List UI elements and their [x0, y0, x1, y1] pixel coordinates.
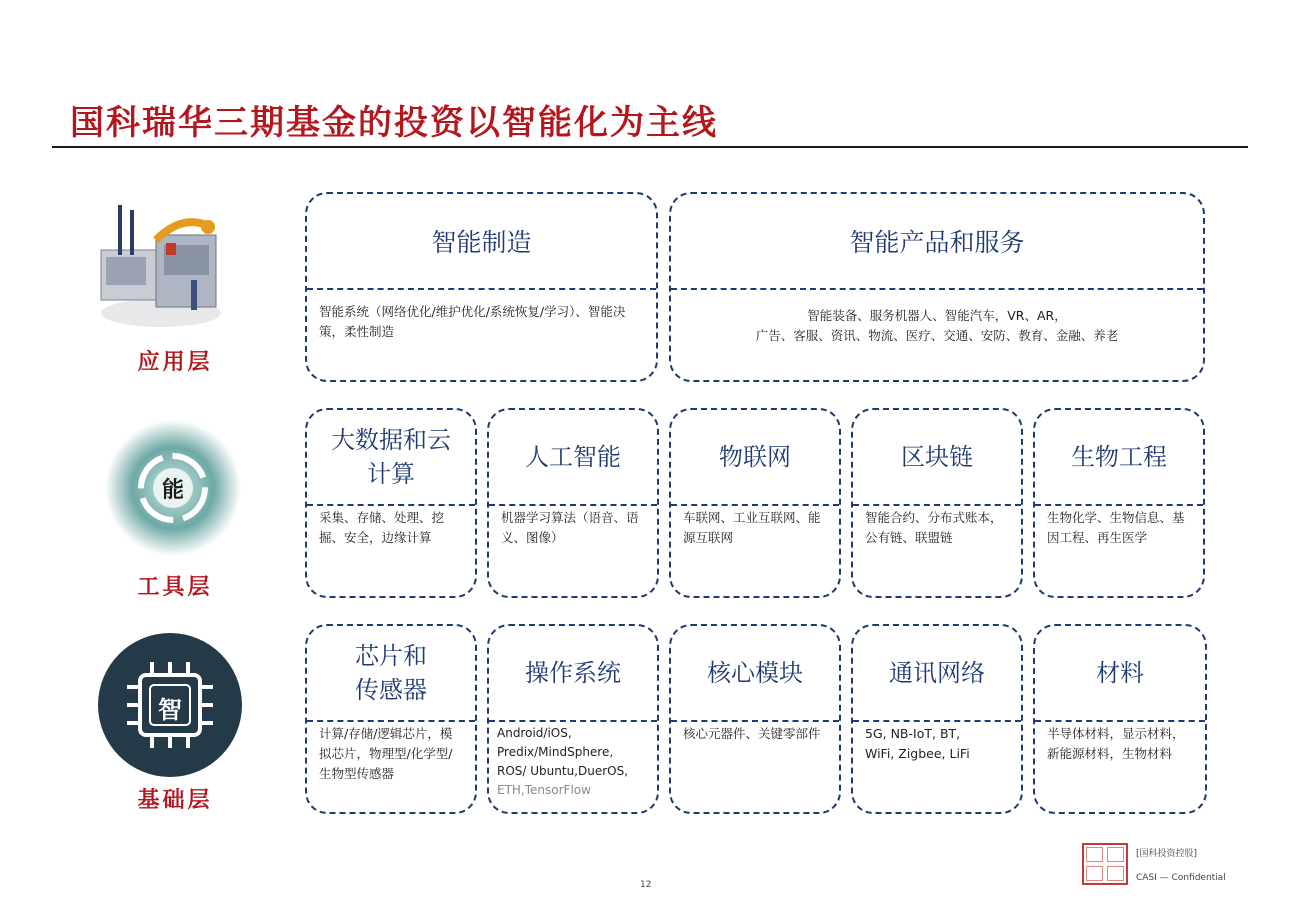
card-head: 通讯网络 — [853, 626, 1021, 722]
company-seal-icon — [1082, 843, 1128, 885]
card-head: 智能产品和服务 — [671, 194, 1203, 290]
card-body-line: WiFi, Zigbee, LiFi — [865, 746, 970, 761]
card-head: 材料 — [1035, 626, 1205, 722]
card-head: 核心模块 — [671, 626, 839, 722]
card-body: 智能合约、分布式账本，公有链、联盟链 — [865, 510, 1003, 545]
card-head: 生物工程 — [1035, 410, 1203, 506]
card-head-line: 芯片和 — [355, 642, 427, 670]
title-divider — [52, 146, 1248, 148]
card-body: 生物化学、生物信息、基因工程、再生医学 — [1047, 510, 1185, 545]
card-head — [307, 626, 475, 722]
slide-title: 国科瑞华三期基金的投资以智能化为主线 — [70, 103, 718, 143]
card-body: 采集、存储、处理、挖掘、安全，边缘计算 — [319, 510, 445, 545]
card-communication-network — [851, 624, 1023, 814]
page-number: 12 — [640, 880, 652, 890]
card-head: 操作系统 — [489, 626, 657, 722]
robot-arm-image-icon — [96, 195, 226, 335]
footer-org: [国科投资控股] — [1136, 849, 1198, 859]
card-operating-system — [487, 624, 659, 814]
card-body: 机器学习算法（语音、语义、图像） — [501, 510, 639, 545]
card-blockchain — [851, 408, 1023, 598]
card-big-data-cloud — [305, 408, 477, 598]
card-body-line: 智能装备、服务机器人、智能汽车，VR、AR， — [807, 308, 1067, 323]
card-materials — [1033, 624, 1207, 814]
card-smart-products-services — [669, 192, 1205, 382]
chip-icon — [97, 632, 243, 778]
layer-label-application: 应用层 — [137, 349, 213, 375]
card-head-line: 大数据和云 — [331, 426, 451, 454]
card-head: 智能制造 — [307, 194, 656, 290]
card-head-line: 传感器 — [355, 676, 427, 704]
card-head-line: 计算 — [367, 460, 415, 488]
layer-label-tool: 工具层 — [137, 574, 213, 600]
footer-confidential: CASI — Confidential — [1136, 873, 1226, 883]
card-core-modules — [669, 624, 841, 814]
card-chips-sensors — [305, 624, 477, 814]
circuit-energy-icon — [103, 418, 243, 558]
card-body: 智能系统（网络优化/维护优化/系统恢复/学习）、智能决策，柔性制造 — [319, 304, 626, 339]
energy-icon-text: 能 — [161, 477, 184, 503]
card-body — [853, 718, 1021, 812]
layer-label-base: 基础层 — [137, 787, 213, 813]
card-body-line: ETH,TensorFlow — [497, 783, 591, 797]
card-body — [489, 718, 657, 812]
card-smart-manufacturing — [305, 192, 658, 382]
card-body-line: 广告、客服、资讯、物流、医疗、交通、安防、教育、金融、养老 — [755, 328, 1119, 343]
card-body-line: 5G, NB-IoT, BT, — [865, 726, 961, 741]
card-body-line: Android/iOS, — [497, 726, 572, 740]
card-body: 半导体材料，显示材料，新能源材料，生物材料 — [1047, 726, 1185, 761]
card-body — [671, 288, 1203, 380]
card-head: 人工智能 — [489, 410, 657, 506]
card-artificial-intelligence — [487, 408, 659, 598]
card-head — [307, 410, 475, 506]
card-body: 车联网、工业互联网、能源互联网 — [683, 510, 821, 545]
card-body: 计算/存储/逻辑芯片，模拟芯片，物理型/化学型/生物型传感器 — [319, 726, 453, 781]
card-body: 核心元器件、关键零部件 — [683, 726, 821, 741]
chip-icon-text: 智 — [158, 695, 182, 724]
card-head: 区块链 — [853, 410, 1021, 506]
card-bioengineering — [1033, 408, 1205, 598]
card-body-line: ROS/ Ubuntu,DuerOS, — [497, 764, 629, 778]
card-iot — [669, 408, 841, 598]
card-body-line: Predix/MindSphere, — [497, 745, 614, 759]
card-head: 物联网 — [671, 410, 839, 506]
